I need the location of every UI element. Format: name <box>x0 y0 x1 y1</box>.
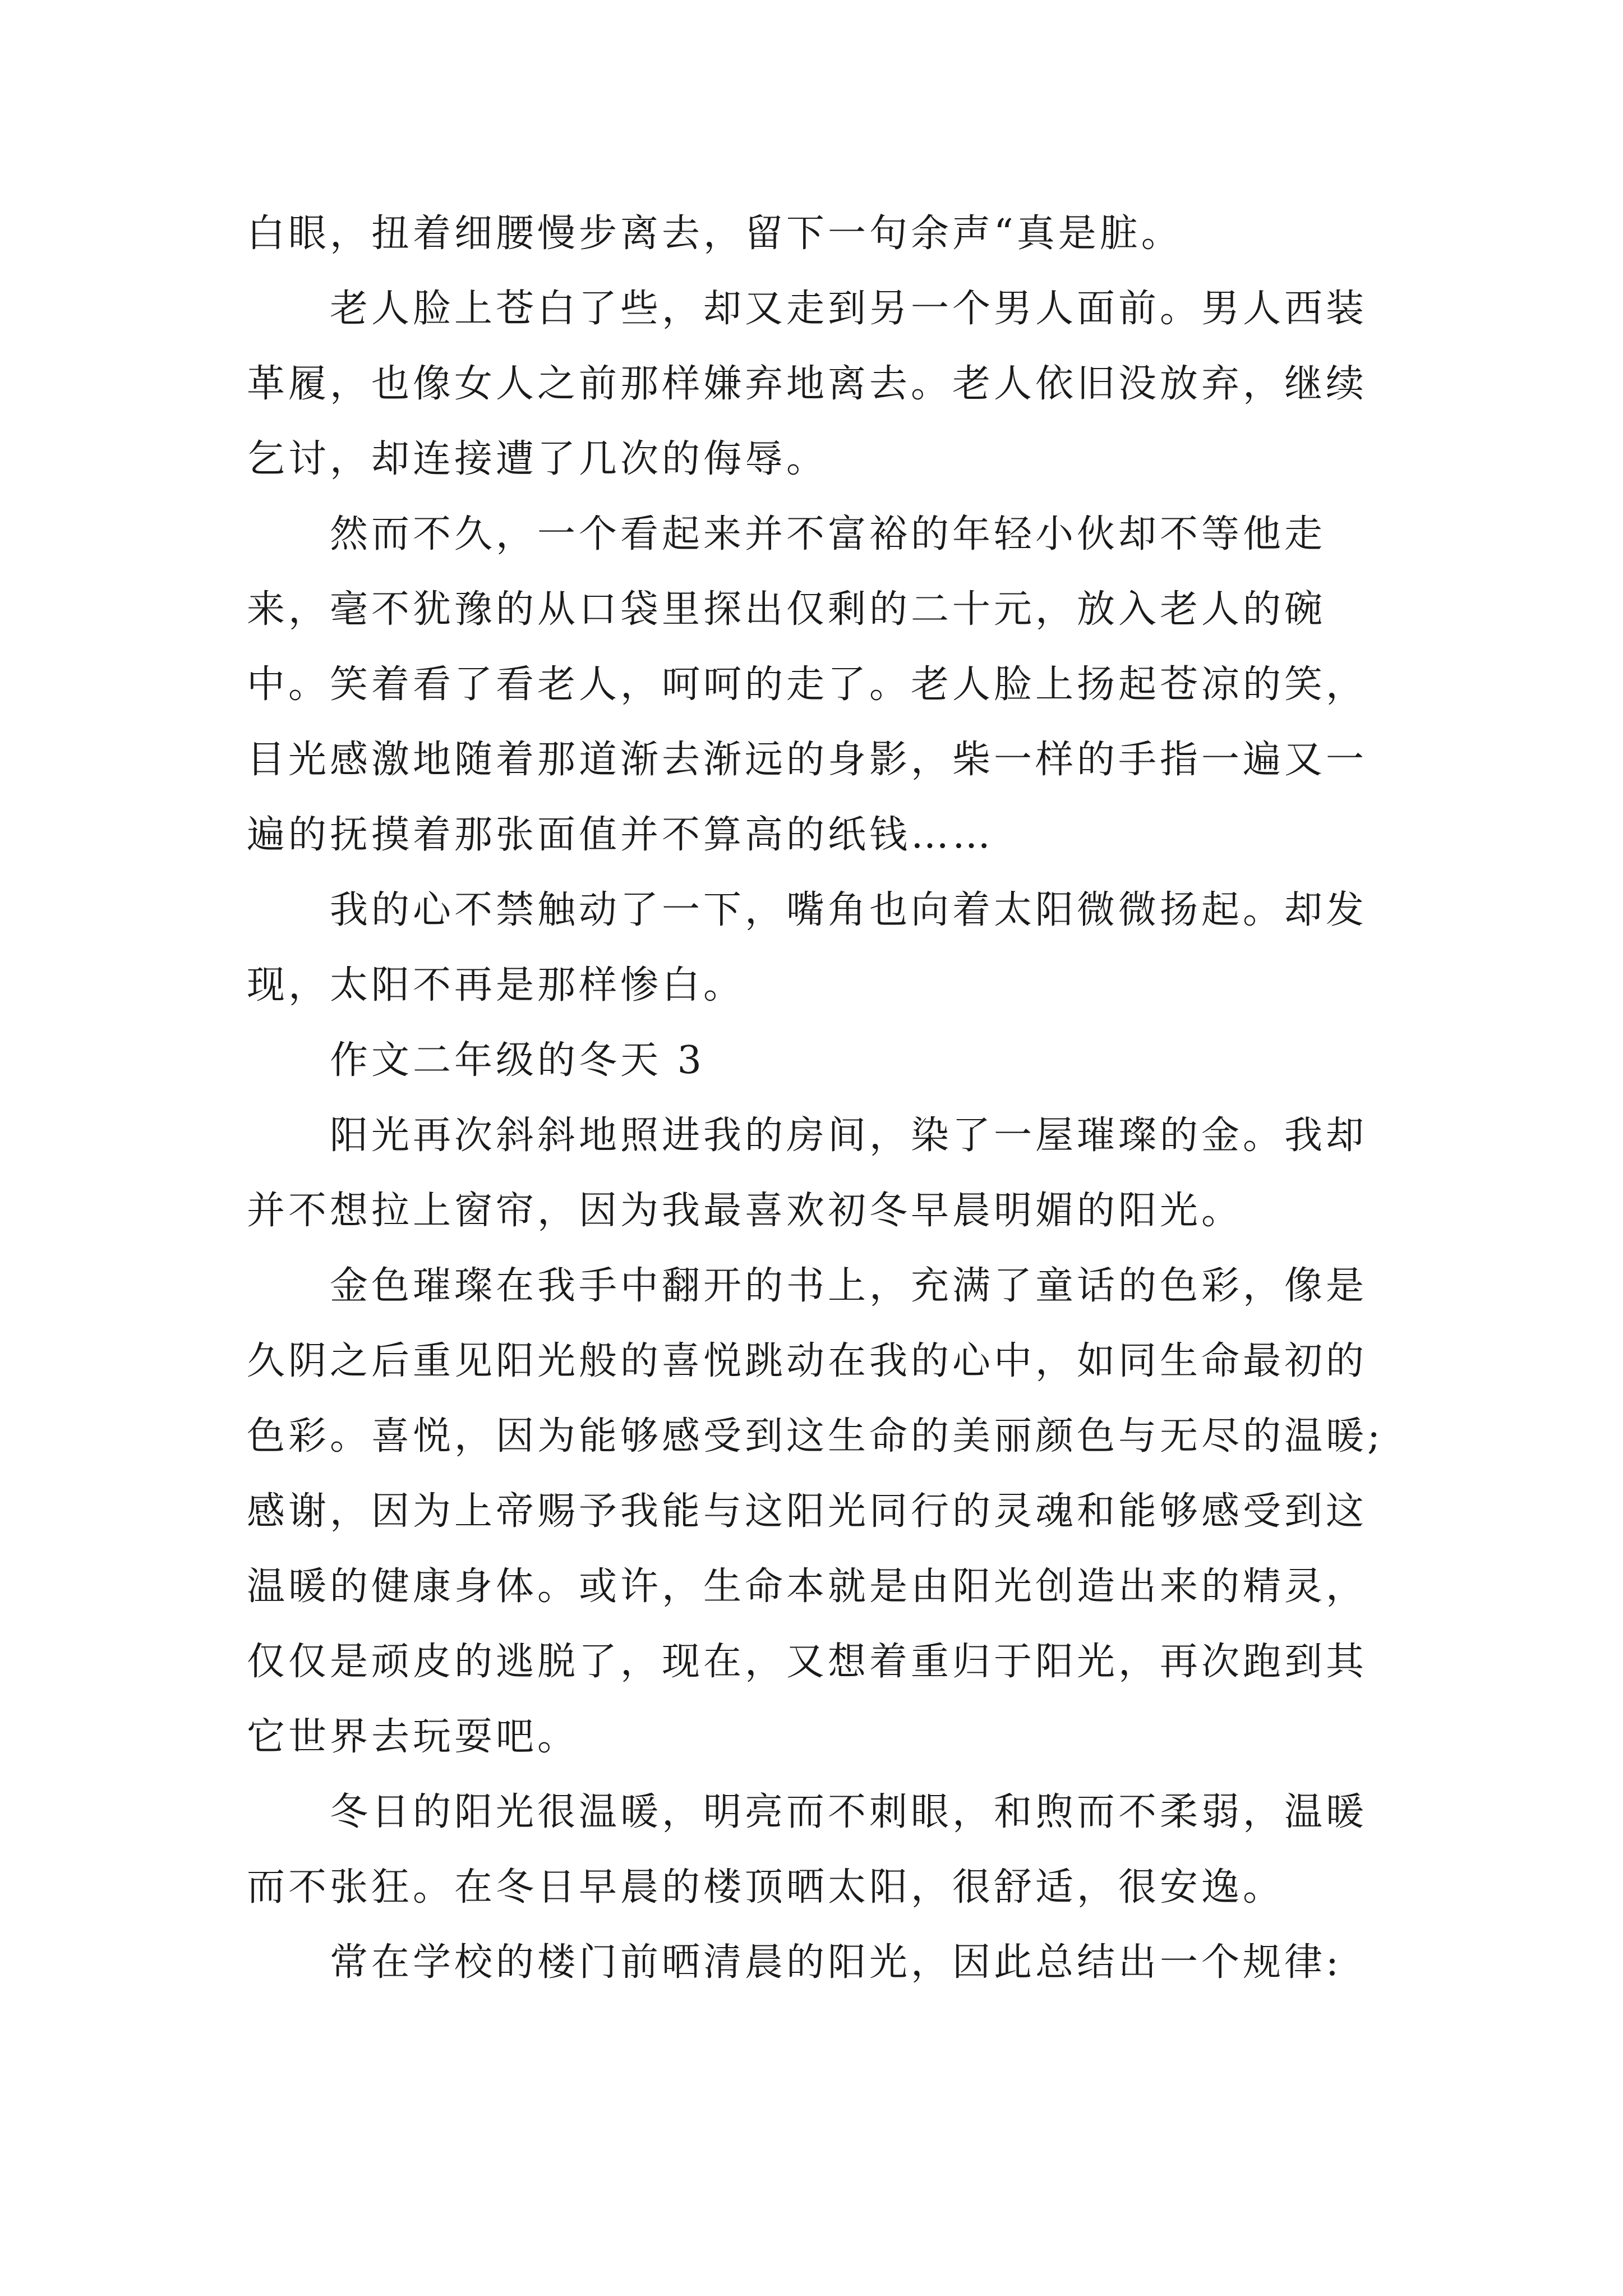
document-body <box>247 196 1391 2000</box>
paragraph-2: 老人脸上苍白了些，却又走到另一个男人面前。男人西装革履，也像女人之前那样嫌弃地离去。老人依旧没放弃，继续乞讨，却连接遭了几次的侮辱。 <box>247 287 1368 481</box>
paragraph-3: 然而不久，一个看起来并不富裕的年轻小伙却不等他走来，毫不犹豫的从口袋里探出仅剩的二十元，放入老人的碗中。笑着看了看老人，呵呵的走了。老人脸上扬起苍凉的笑，目光感激地随着那道渐去渐远的身影，柴一样的手指一遍又一遍的抚摸着那张面值并不算高的纸钱…… <box>247 512 1368 857</box>
paragraph-1: 白眼，扭着细腰慢步离去，留下一句余声“真是脏。 <box>247 211 1183 256</box>
paragraph-6: 金色璀璨在我手中翻开的书上，充满了童话的色彩，像是久阴之后重见阳光般的喜悦跳动在我的心中，如同生命最初的色彩。喜悦，因为能够感受到这生命的美丽颜色与无尽的温暖;感谢，因为上帝赐予我能与这阳光同行的灵魂和能够感受到这温暖的健康身体。或许，生命本就是由阳光创造出来的精灵，仅仅是顽皮的逃脱了，现在，又想着重归于阳光，再次跑到其它世界去玩耍吧。 <box>247 1264 1384 1759</box>
paragraph-8: 常在学校的楼门前晒清晨的阳光，因此总结出一个规律: <box>247 1940 1342 1985</box>
paragraph-4: 我的心不禁触动了一下，嘴角也向着太阳微微扬起。却发现，太阳不再是那样惨白。 <box>247 888 1368 1007</box>
section-heading: 作文二年级的冬天 3 <box>247 1038 705 1083</box>
paragraph-5: 阳光再次斜斜地照进我的房间，染了一屋璀璨的金。我却并不想拉上窗帘，因为我最喜欢初冬早晨明媚的阳光。 <box>247 1114 1368 1233</box>
paragraph-7: 冬日的阳光很温暖，明亮而不刺眼，和煦而不柔弱，温暖而不张狂。在冬日早晨的楼顶晒太阳，很舒适，很安逸。 <box>247 1790 1368 1910</box>
